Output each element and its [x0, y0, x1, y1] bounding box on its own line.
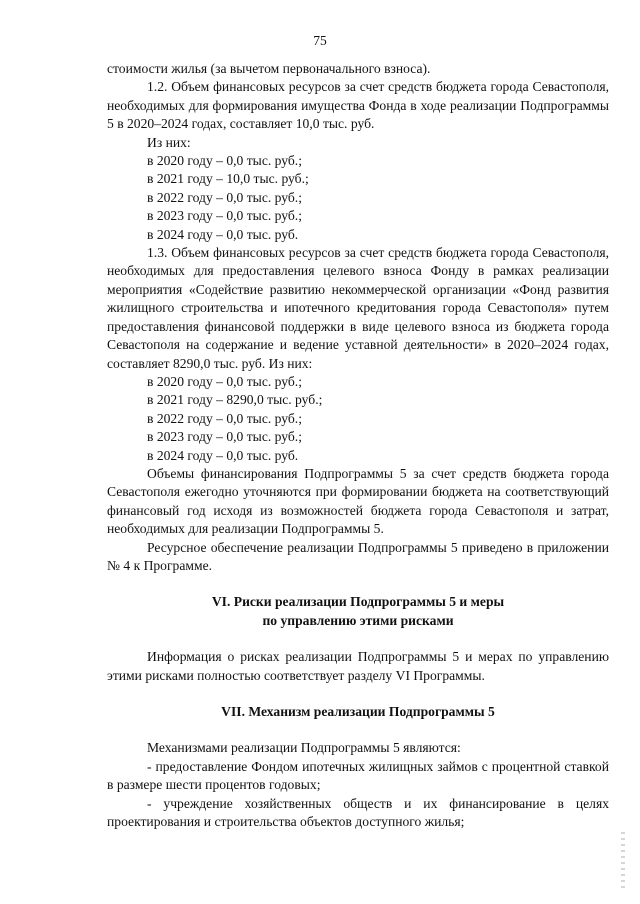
year-line: в 2021 году – 10,0 тыс. руб.; — [147, 171, 309, 187]
year-line: в 2024 году – 0,0 тыс. руб. — [147, 447, 299, 463]
year-line: в 2023 году – 0,0 тыс. руб.; — [147, 208, 302, 224]
heading-line: VI. Риски реализации Подпрограммы 5 и меры — [211, 594, 505, 610]
section-heading-mechanism — [107, 703, 609, 721]
page-content — [107, 60, 609, 831]
paragraph-1-2: 1.2. Объем финансовых ресурсов за счет средств бюджета города Севастополя, необходимых для формирования имущества Фонда в ходе реализации Подпрограммы 5 в 2020–2024 годах, составляет 10,0 тыс. руб. — [107, 79, 609, 132]
heading-line: по управлению этими рисками — [262, 612, 454, 628]
paragraph-1-3: 1.3. Объем финансовых ресурсов за счет средств бюджета города Севастополя, необходимых для предоставления целевого взноса Фонду в рамках реализации мероприятия «Содействие развитию некоммерческой организации «Фонд развития жилищного строительства и ипотечного кредитования города Севастополя» путем предоставления финансовой поддержки в виде целевого взноса из бюджета города Севастополя на содержание и ведение уставной деятельности» в 2020–2024 годах, составляет 8290,0 тыс. руб. Из них: — [107, 245, 609, 371]
list-item: - предоставление Фондом ипотечных жилищных займов с процентной ставкой в размере шести процентов годовых; — [107, 758, 609, 793]
year-line: в 2022 году – 0,0 тыс. руб.; — [147, 410, 302, 426]
paragraph-mechanism-intro: Механизмами реализации Подпрограммы 5 являются: — [147, 740, 461, 756]
scan-edge-mark — [621, 832, 625, 892]
year-line: в 2021 году – 8290,0 тыс. руб.; — [147, 392, 323, 408]
paragraph-resource-provision: Ресурсное обеспечение реализации Подпрограммы 5 приведено в приложении № 4 к Программе. — [107, 539, 609, 573]
list-item: - учреждение хозяйственных обществ и их финансирование в целях проектирования и строительства объектов доступного жилья; — [107, 795, 609, 830]
paragraph-continuation: стоимости жилья (за вычетом первоначального взноса). — [107, 61, 431, 76]
year-line: в 2020 году – 0,0 тыс. руб.; — [147, 373, 302, 389]
year-line: в 2023 году – 0,0 тыс. руб.; — [147, 429, 302, 445]
page-number: 75 — [313, 33, 327, 48]
year-line: в 2022 году – 0,0 тыс. руб.; — [147, 189, 302, 205]
year-line: в 2020 году – 0,0 тыс. руб.; — [147, 153, 302, 169]
heading-line: VII. Механизм реализации Подпрограммы 5 — [221, 704, 495, 719]
paragraph-funding-volumes: Объемы финансирования Подпрограммы 5 за счет средств бюджета города Севастополя ежегодно уточняются при формировании бюджета на соответствующий финансовый год исходя из возможностей бюджета города Севастополя и затрат, необходимых для реализации Подпрограммы 5. — [107, 465, 609, 537]
year-line: в 2024 году – 0,0 тыс. руб. — [147, 226, 299, 242]
of-them-label: Из них: — [147, 134, 191, 150]
section-heading-risks — [107, 593, 609, 630]
paragraph-risks-info: Информация о рисках реализации Подпрограммы 5 и мерах по управлению этими рисками полностью соответствует разделу VI Программы. — [107, 649, 609, 683]
